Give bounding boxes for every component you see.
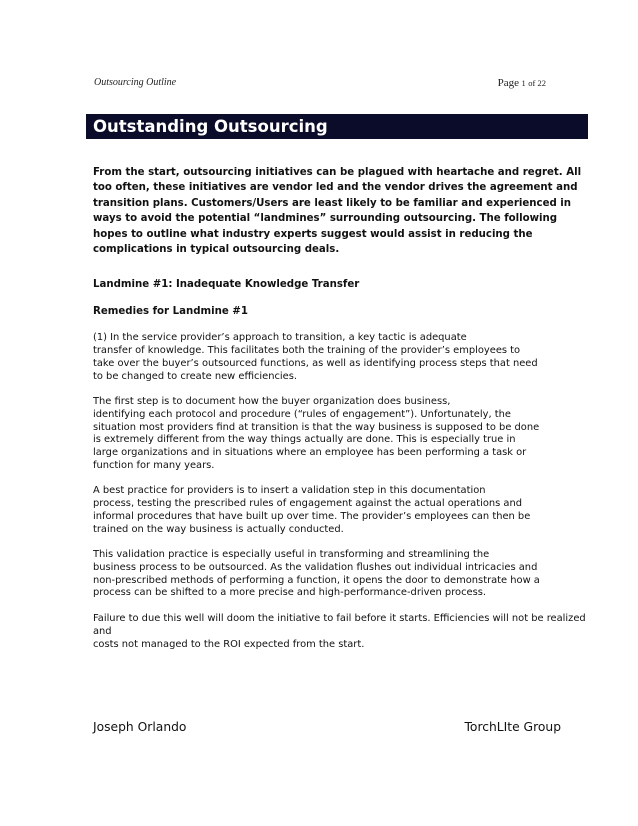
paragraph-line: process can be shifted to a more precise and high-performance-driven process. (93, 587, 487, 599)
paragraph-line: to be changed to create new efficiencies. (93, 370, 298, 382)
paragraph-line: This validation practice is especially useful in transforming and streamlining the (93, 549, 490, 561)
paragraph-line: costs not managed to the ROI expected from the start. (93, 638, 365, 650)
paragraph-line: take over the buyer’s outsourced functions, as well as identifying process steps that need (93, 357, 538, 369)
paragraph-line: The first step is to document how the buyer organization does business, (93, 396, 451, 408)
paragraph-line: A best practice for providers is to insert a validation step in this documentation (93, 485, 486, 497)
paragraph-line: non-prescribed methods of performing a function, it opens the door to demonstrate how a (93, 574, 540, 586)
page-word: Page (497, 77, 520, 89)
section-heading: Landmine #1: Inadequate Knowledge Transfer (93, 279, 360, 291)
body-paragraph-4 (93, 549, 593, 600)
body-paragraph-3 (93, 485, 593, 536)
page-total: of 22 (528, 78, 546, 88)
paragraph-line: identifying each protocol and procedure (“rules of engagement”). Unfortunately, the (93, 408, 511, 420)
paragraph-line: (1) In the service provider’s approach to transition, a key tactic is adequate (93, 332, 467, 344)
paragraph-line: Failure to due this well will doom the initiative to fail before it starts. Efficiencies will not be realized and (93, 613, 586, 637)
title-banner (86, 114, 588, 139)
body-paragraph-1 (93, 332, 593, 383)
paragraph-line: function for many years. (93, 459, 215, 471)
page-title: Outstanding Outsourcing (93, 117, 328, 136)
paragraph-line: is extremely different from the way things actually are done. This is especially true in (93, 434, 516, 446)
paragraph-line: informal procedures that have built up over time. The provider’s employees can then be (93, 510, 531, 522)
running-title: Outsourcing Outline (94, 77, 177, 88)
intro-paragraph: From the start, outsourcing initiatives can be plagued with heartache and regret. All too often, these initiatives are vendor led and the vendor drives the agreement and transition plans. Customers/Users are least likely to be familiar and experienced in ways to avoid the potential “landmines” surrounding outsourcing. The following hopes to outline what industry experts suggest would assist in reducing the complications in typical outsourcing deals. (93, 167, 582, 256)
paragraph-line: trained on the way business is actually conducted. (93, 523, 344, 535)
company-name: TorchLIte Group (464, 720, 561, 734)
paragraph-line: business process to be outsourced. As the validation flushes out individual intricacies and (93, 561, 538, 573)
paragraph-line: process, testing the prescribed rules of engagement against the actual operations and (93, 498, 522, 510)
page-number: 1 (521, 78, 526, 88)
body-paragraph-2 (93, 396, 593, 472)
sub-heading: Remedies for Landmine #1 (93, 306, 248, 318)
author-name: Joseph Orlando (93, 720, 187, 734)
paragraph-line: large organizations and in situations where an employee has been performing a task or (93, 447, 527, 459)
paragraph-line: situation most providers find at transition is that the way business is supposed to be done (93, 421, 540, 433)
document-body (93, 165, 593, 651)
page-indicator (498, 77, 546, 89)
body-paragraph-5 (93, 613, 593, 651)
paragraph-line: transfer of knowledge. This facilitates both the training of the provider’s employees to (93, 345, 521, 357)
